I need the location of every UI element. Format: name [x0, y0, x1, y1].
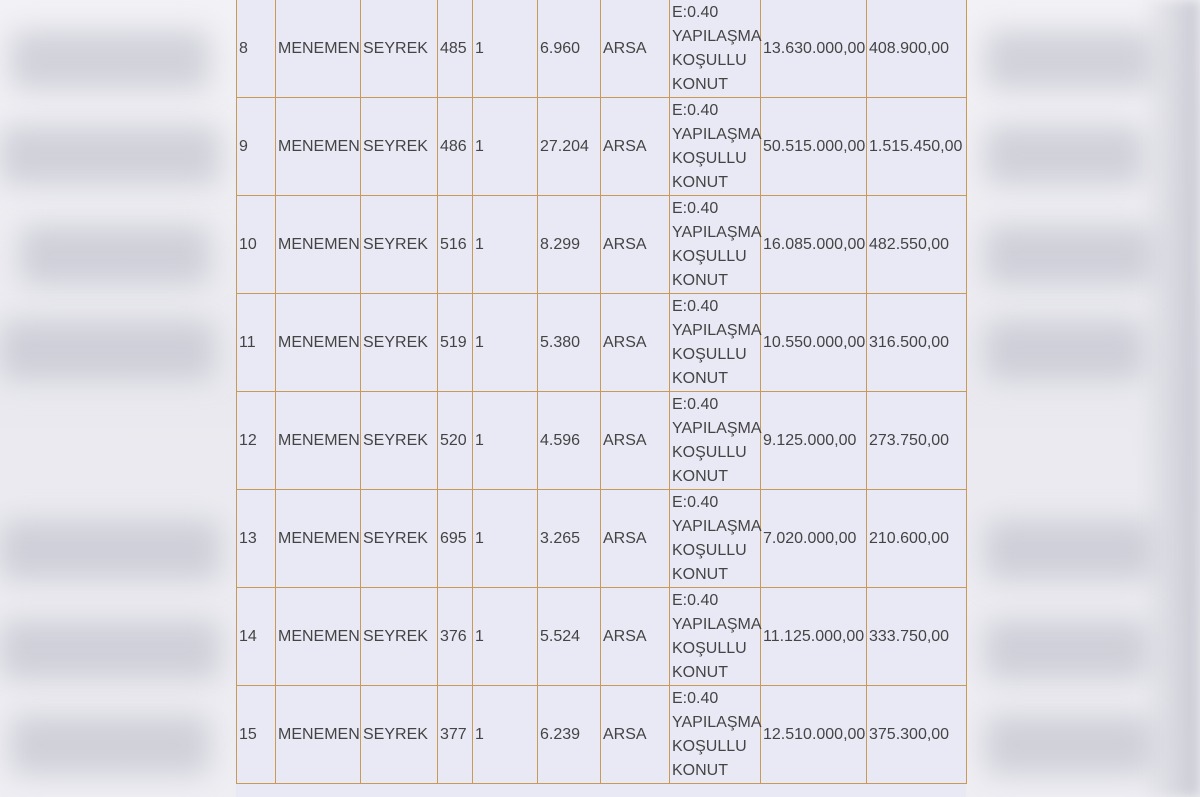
type-cell: ARSA	[601, 98, 670, 196]
price-cell: 16.085.000,00	[761, 196, 867, 294]
zoning-cell	[670, 686, 761, 784]
parcel-cell: 1	[473, 196, 538, 294]
row-number-cell: 10	[237, 196, 276, 294]
type-cell: ARSA	[601, 294, 670, 392]
blurred-strip	[10, 30, 210, 90]
district-cell: MENEMEN	[276, 294, 361, 392]
blurred-strip	[10, 715, 210, 775]
zoning-line: YAPILAŞMA	[672, 419, 762, 437]
zoning-line: KONUT	[672, 271, 728, 289]
zoning-line: E:0.40	[672, 591, 719, 609]
type-cell: ARSA	[601, 392, 670, 490]
deposit-cell: 408.900,00	[867, 0, 967, 98]
parcel-cell: 1	[473, 392, 538, 490]
neighborhood-cell: SEYREK	[361, 0, 438, 98]
area-cell: 6.239	[538, 686, 601, 784]
zoning-line: KONUT	[672, 565, 728, 583]
row-number-cell: 15	[237, 686, 276, 784]
blurred-strip	[0, 320, 215, 380]
price-cell: 13.630.000,00	[761, 0, 867, 98]
neighborhood-cell: SEYREK	[361, 196, 438, 294]
blurred-strip	[985, 30, 1155, 90]
area-cell: 4.596	[538, 392, 601, 490]
neighborhood-cell: SEYREK	[361, 294, 438, 392]
blurred-strip	[985, 125, 1145, 185]
blurred-strip	[985, 520, 1155, 580]
table-body	[237, 0, 967, 784]
zoning-line: KONUT	[672, 173, 728, 191]
parcel-cell: 1	[473, 490, 538, 588]
deposit-cell: 375.300,00	[867, 686, 967, 784]
deposit-cell: 482.550,00	[867, 196, 967, 294]
zoning-line: YAPILAŞMA	[672, 615, 762, 633]
blurred-strip	[20, 225, 210, 285]
parcel-cell: 1	[473, 98, 538, 196]
zoning-cell	[670, 490, 761, 588]
neighborhood-cell: SEYREK	[361, 392, 438, 490]
zoning-line: KOŞULLU	[672, 149, 747, 167]
type-cell: ARSA	[601, 588, 670, 686]
zoning-line: E:0.40	[672, 493, 719, 511]
type-cell: ARSA	[601, 0, 670, 98]
price-cell: 12.510.000,00	[761, 686, 867, 784]
zoning-line: E:0.40	[672, 689, 719, 707]
zoning-line: E:0.40	[672, 297, 719, 315]
block-cell: 486	[438, 98, 473, 196]
zoning-line: KONUT	[672, 75, 728, 93]
type-cell: ARSA	[601, 490, 670, 588]
area-cell: 8.299	[538, 196, 601, 294]
block-cell: 376	[438, 588, 473, 686]
deposit-cell: 273.750,00	[867, 392, 967, 490]
table-row	[237, 588, 967, 686]
zoning-line: KONUT	[672, 663, 728, 681]
row-number-cell: 8	[237, 0, 276, 98]
zoning-line: KOŞULLU	[672, 247, 747, 265]
zoning-line: E:0.40	[672, 395, 719, 413]
zoning-line: KONUT	[672, 369, 728, 387]
block-cell: 485	[438, 0, 473, 98]
blurred-strip	[0, 520, 220, 580]
table-row	[237, 98, 967, 196]
parcel-cell: 1	[473, 0, 538, 98]
blurred-strip	[985, 620, 1150, 680]
zoning-line: KOŞULLU	[672, 51, 747, 69]
district-cell: MENEMEN	[276, 196, 361, 294]
block-cell: 377	[438, 686, 473, 784]
type-cell: ARSA	[601, 686, 670, 784]
area-cell: 6.960	[538, 0, 601, 98]
zoning-line: YAPILAŞMA	[672, 321, 762, 339]
neighborhood-cell: SEYREK	[361, 588, 438, 686]
zoning-line: E:0.40	[672, 199, 719, 217]
zoning-line: KOŞULLU	[672, 345, 747, 363]
deposit-cell: 210.600,00	[867, 490, 967, 588]
blurred-strip	[0, 620, 220, 680]
blurred-strip	[985, 320, 1145, 380]
neighborhood-cell: SEYREK	[361, 98, 438, 196]
zoning-line: YAPILAŞMA	[672, 125, 762, 143]
row-number-cell: 14	[237, 588, 276, 686]
price-cell: 9.125.000,00	[761, 392, 867, 490]
zoning-line: YAPILAŞMA	[672, 223, 762, 241]
area-cell: 5.380	[538, 294, 601, 392]
zoning-cell	[670, 0, 761, 98]
zoning-line: E:0.40	[672, 101, 719, 119]
blurred-strip	[0, 125, 220, 185]
table-row	[237, 686, 967, 784]
zoning-line: KONUT	[672, 761, 728, 779]
zoning-line: YAPILAŞMA	[672, 27, 762, 45]
type-cell: ARSA	[601, 196, 670, 294]
neighborhood-cell: SEYREK	[361, 686, 438, 784]
zoning-cell	[670, 98, 761, 196]
table-row	[237, 490, 967, 588]
block-cell: 519	[438, 294, 473, 392]
district-cell: MENEMEN	[276, 686, 361, 784]
blurred-strip	[985, 715, 1155, 775]
zoning-line: YAPILAŞMA	[672, 517, 762, 535]
row-number-cell: 13	[237, 490, 276, 588]
district-cell: MENEMEN	[276, 490, 361, 588]
deposit-cell: 316.500,00	[867, 294, 967, 392]
deposit-cell: 1.515.450,00	[867, 98, 967, 196]
price-cell: 10.550.000,00	[761, 294, 867, 392]
edge-shade	[1140, 0, 1200, 797]
area-cell: 5.524	[538, 588, 601, 686]
district-cell: MENEMEN	[276, 0, 361, 98]
price-cell: 50.515.000,00	[761, 98, 867, 196]
price-cell: 11.125.000,00	[761, 588, 867, 686]
zoning-line: YAPILAŞMA	[672, 713, 762, 731]
area-cell: 3.265	[538, 490, 601, 588]
parcel-cell: 1	[473, 588, 538, 686]
row-number-cell: 12	[237, 392, 276, 490]
zoning-line: KOŞULLU	[672, 443, 747, 461]
zoning-cell	[670, 392, 761, 490]
blurred-strip	[985, 225, 1155, 285]
parcel-cell: 1	[473, 686, 538, 784]
row-number-cell: 11	[237, 294, 276, 392]
block-cell: 516	[438, 196, 473, 294]
zoning-line: KOŞULLU	[672, 639, 747, 657]
district-cell: MENEMEN	[276, 392, 361, 490]
table-row	[237, 0, 967, 98]
zoning-cell	[670, 588, 761, 686]
parcel-table-sheet	[236, 0, 966, 797]
block-cell: 520	[438, 392, 473, 490]
parcel-cell: 1	[473, 294, 538, 392]
district-cell: MENEMEN	[276, 588, 361, 686]
parcel-table	[236, 0, 967, 784]
zoning-cell	[670, 196, 761, 294]
table-row	[237, 196, 967, 294]
deposit-cell: 333.750,00	[867, 588, 967, 686]
table-row	[237, 392, 967, 490]
block-cell: 695	[438, 490, 473, 588]
table-row	[237, 294, 967, 392]
price-cell: 7.020.000,00	[761, 490, 867, 588]
zoning-line: KONUT	[672, 467, 728, 485]
row-number-cell: 9	[237, 98, 276, 196]
zoning-line: KOŞULLU	[672, 541, 747, 559]
zoning-cell	[670, 294, 761, 392]
area-cell: 27.204	[538, 98, 601, 196]
zoning-line: E:0.40	[672, 3, 719, 21]
district-cell: MENEMEN	[276, 98, 361, 196]
neighborhood-cell: SEYREK	[361, 490, 438, 588]
zoning-line: KOŞULLU	[672, 737, 747, 755]
